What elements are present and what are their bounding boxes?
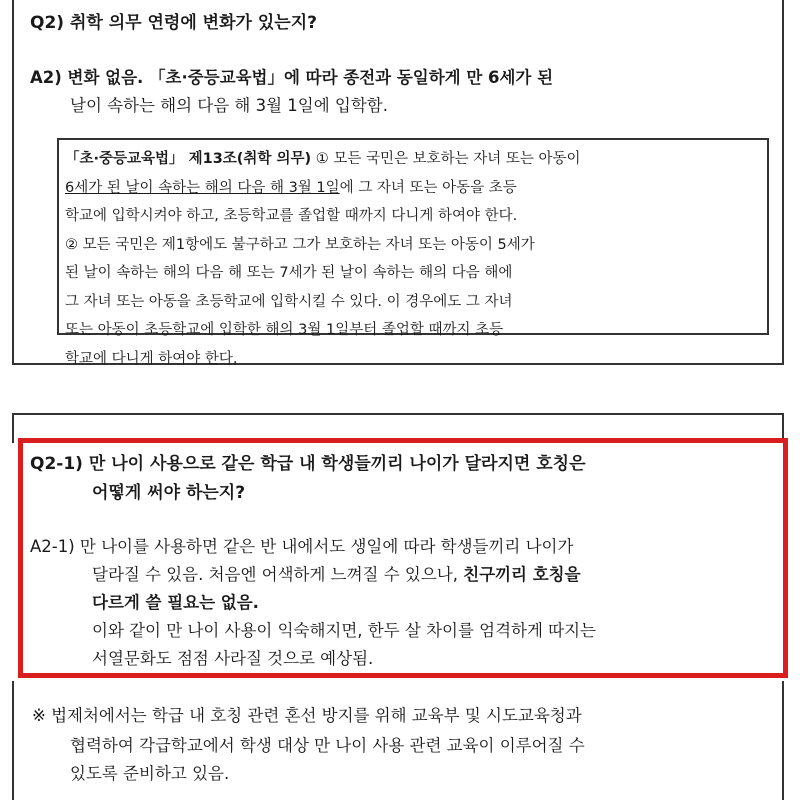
q21-question-line2: 어떻게 써야 하는지? xyxy=(92,483,246,503)
q21-answer-line5: 서열문화도 점점 사라질 것으로 예상됨. xyxy=(92,649,374,668)
note-line2: 협력하여 각급학교에서 학생 대상 만 나이 사용 관련 교육이 이루어질 수 xyxy=(70,736,585,755)
law-line-4: ② 모든 국민은 제1항에도 불구하고 그가 보호하는 자녀 또는 아동이 5세가 xyxy=(65,236,535,253)
q21-answer-line3: 다르게 쓸 필요는 없음. xyxy=(92,593,259,612)
q2-answer-line2: 날이 속하는 해의 다음 해 3월 1일에 입학함. xyxy=(70,96,388,115)
note-line1: ※ 법제처에서는 학급 내 호칭 관련 혼선 방지를 위해 교육부 및 시도교육청과 xyxy=(32,706,582,725)
q21-answer-line4: 이와 같이 만 나이 사용이 익숙해지면, 한두 살 차이를 엄격하게 따지는 xyxy=(92,621,596,640)
law-line-3: 학교에 입학시켜야 하고, 초등학교를 졸업할 때까지 다니게 하여야 한다. xyxy=(65,208,518,224)
law-line-5: 된 날이 속하는 해의 다음 해 또는 7세가 된 날이 속하는 해의 다음 해에 xyxy=(65,265,513,281)
law-line-6: 그 자녀 또는 아동을 초등학교에 입학시킬 수 있다. 이 경우에도 그 자녀 xyxy=(65,293,513,310)
note-line3: 있도록 준비하고 있음. xyxy=(70,764,230,783)
law-line-2: 6세가 된 날이 속하는 해의 다음 해 3월 1일에 그 자녀 또는 아동을 초등 xyxy=(65,179,517,196)
law-line-7: 또는 아동이 초등학교에 입학한 해의 3월 1일부터 졸업할 때까지 초등 xyxy=(65,322,504,338)
law-article-title: 「초·중등교육법」 제13조(취학 의무) xyxy=(65,151,312,167)
q21-answer-emphasis: 친구끼리 호칭을 xyxy=(463,565,581,584)
q21-answer-line2: 달라질 수 있음. 처음엔 어색하게 느껴질 수 있으나, 친구끼리 호칭을 xyxy=(92,565,581,584)
q21-answer-line1: A2-1) 만 나이를 사용하면 같은 반 내에서도 생일에 따라 학생들끼리 나이가 xyxy=(30,537,574,556)
law-underlined-phrase: 6세가 된 날이 속하는 해의 다음 해 3월 1일 xyxy=(65,179,340,196)
q2-question: Q2) 취학 의무 연령에 변화가 있는지? xyxy=(30,13,317,33)
law-excerpt-box xyxy=(57,138,769,367)
q21-question-line1: Q2-1) 만 나이 사용으로 같은 학급 내 학생들끼리 나이가 달라지면 호칭은 xyxy=(30,454,586,474)
law-line-1: 「초·중등교육법」 제13조(취학 의무) ① 모든 국민은 보호하는 자녀 또는 아동이 xyxy=(65,151,581,167)
q2-answer-line1: A2) 변화 없음. 「초·중등교육법」에 따라 종전과 동일하게 만 6세가 된 xyxy=(30,68,554,87)
law-line-8: 학교에 다니게 하여야 한다. xyxy=(65,350,238,367)
